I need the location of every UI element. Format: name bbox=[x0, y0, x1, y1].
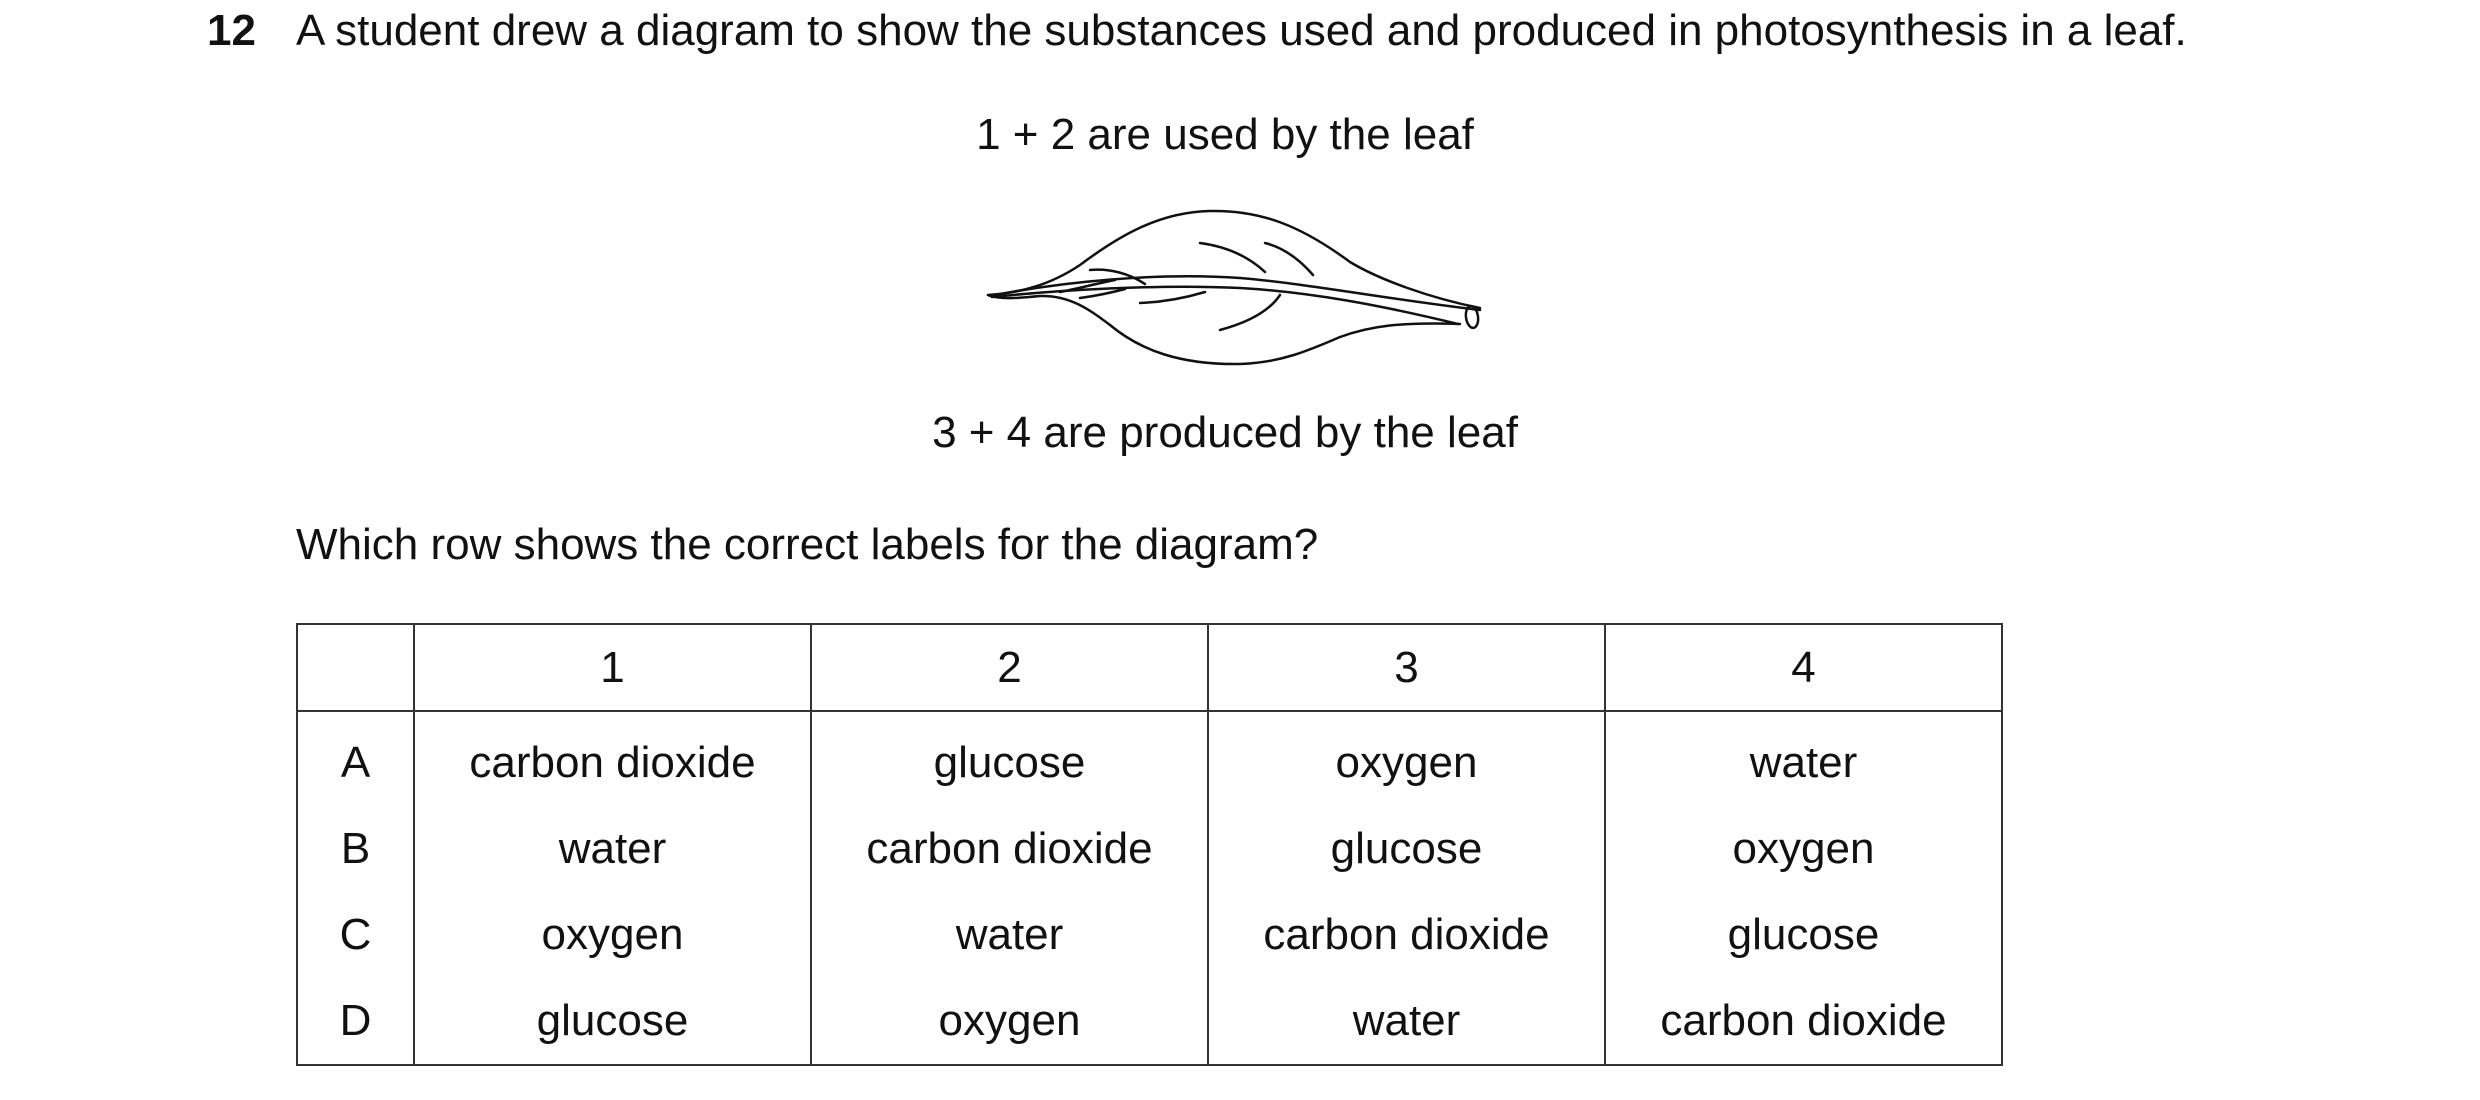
leaf-vein bbox=[1200, 243, 1265, 272]
table-row[interactable] bbox=[297, 711, 2002, 806]
diagram-caption-top: 1 + 2 are used by the leaf bbox=[976, 110, 1474, 159]
table-cell: glucose bbox=[414, 978, 811, 1065]
leaf-vein bbox=[1220, 295, 1280, 330]
leaf-upper-edge bbox=[988, 211, 1480, 308]
table-cell: carbon dioxide bbox=[1605, 978, 2002, 1065]
table-cell: water bbox=[811, 892, 1208, 978]
question-stem: A student drew a diagram to show the substances used and produced in photosynthesis in a leaf. bbox=[296, 6, 2187, 55]
diagram-caption-bottom: 3 + 4 are produced by the leaf bbox=[932, 408, 1518, 457]
answer-options-table bbox=[296, 623, 2003, 1066]
option-key: A bbox=[297, 711, 414, 806]
table-header-row bbox=[297, 624, 2002, 711]
table-header-cell: 4 bbox=[1605, 624, 2002, 711]
table-header-cell: 2 bbox=[811, 624, 1208, 711]
option-key: C bbox=[297, 892, 414, 978]
table-cell: carbon dioxide bbox=[811, 806, 1208, 892]
diagram-caption-top-wrap bbox=[0, 108, 2480, 162]
option-key: B bbox=[297, 806, 414, 892]
leaf-vein bbox=[1265, 243, 1313, 275]
question-number: 12 bbox=[207, 6, 256, 55]
table-cell: oxygen bbox=[1208, 711, 1605, 806]
table-row[interactable] bbox=[297, 978, 2002, 1065]
diagram-caption-bottom-wrap bbox=[0, 406, 2480, 460]
option-key: D bbox=[297, 978, 414, 1065]
table-header-cell: 3 bbox=[1208, 624, 1605, 711]
table-header-cell bbox=[297, 624, 414, 711]
table-cell: oxygen bbox=[1605, 806, 2002, 892]
leaf-diagram bbox=[980, 200, 1510, 380]
table-cell: carbon dioxide bbox=[1208, 892, 1605, 978]
leaf-midrib-upper bbox=[990, 276, 1480, 310]
table-cell: oxygen bbox=[414, 892, 811, 978]
question-prompt: Which row shows the correct labels for the diagram? bbox=[296, 520, 1319, 569]
table-header-cell: 1 bbox=[414, 624, 811, 711]
table-cell: water bbox=[1208, 978, 1605, 1065]
table-cell: glucose bbox=[811, 711, 1208, 806]
table-cell: glucose bbox=[1605, 892, 2002, 978]
table-row[interactable] bbox=[297, 892, 2002, 978]
table-cell: water bbox=[1605, 711, 2002, 806]
table-cell: glucose bbox=[1208, 806, 1605, 892]
table-cell: oxygen bbox=[811, 978, 1208, 1065]
table-cell: carbon dioxide bbox=[414, 711, 811, 806]
table-cell: water bbox=[414, 806, 811, 892]
leaf-vein bbox=[1140, 292, 1205, 303]
table-row[interactable] bbox=[297, 806, 2002, 892]
